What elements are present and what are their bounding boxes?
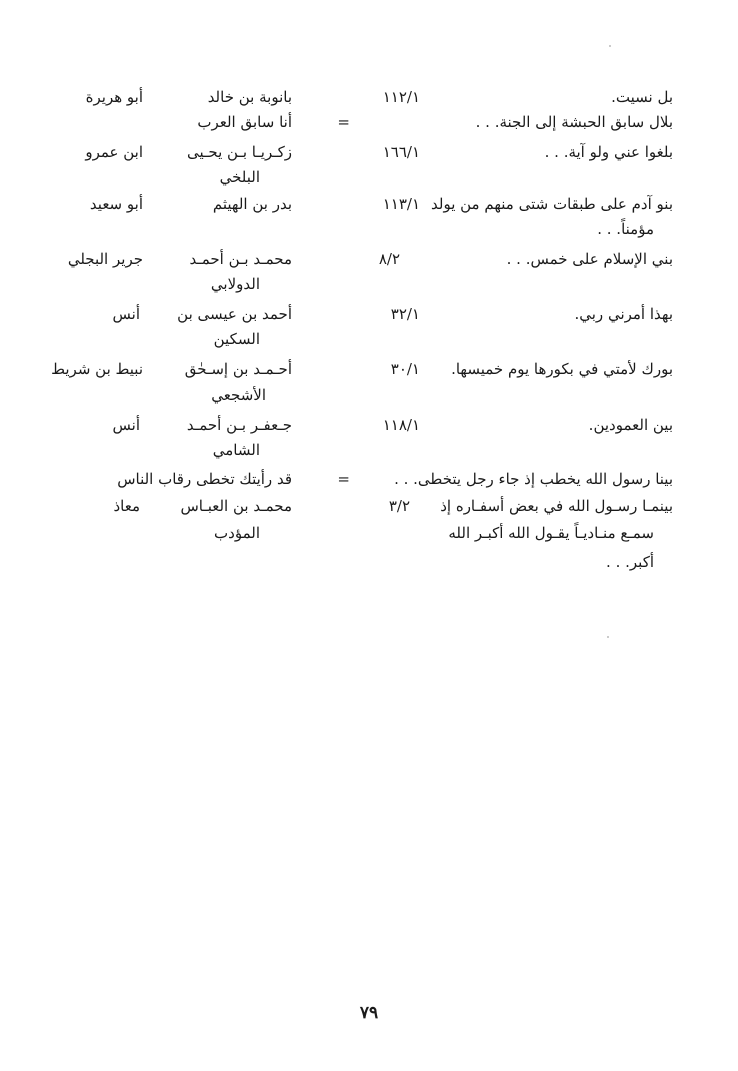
- scan-speck: [607, 636, 609, 638]
- equivalence-mark: =: [337, 470, 350, 488]
- cross-reference: أنا سابق العرب: [197, 113, 292, 131]
- narrator: محمـد بـن أحمـد: [189, 250, 292, 268]
- narrator-continuation: الشامي: [212, 441, 260, 459]
- hadith-text: بينمـا رسـول الله في بعض أسفـاره إذ: [440, 497, 673, 515]
- hadith-text: بني الإسلام على خمس. . .: [506, 250, 673, 268]
- narrator: بانوبة بن خالد: [207, 88, 292, 106]
- entry-row: [0, 140, 738, 161]
- companion: أنس: [112, 305, 140, 323]
- companion: نبيط بن شريط: [51, 360, 143, 378]
- hadith-text: بين العمودين.: [588, 416, 673, 434]
- reference: ٣٢/١: [390, 305, 420, 323]
- reference: ١١٨/١: [382, 416, 420, 434]
- hadith-continuation: سمـع منـاديـاً يقـول الله أكبـر الله: [448, 524, 654, 542]
- narrator: أحمد بن عيسى بن: [177, 305, 292, 323]
- narrator: بدر بن الهيثم: [212, 195, 292, 213]
- entry-row-continuation: [0, 438, 738, 459]
- entry-row-continuation: [0, 383, 738, 404]
- entry-row: [0, 247, 738, 268]
- entry-row-continuation: [0, 217, 738, 238]
- hadith-text: بلغوا عني ولو آية. . .: [544, 143, 673, 161]
- scan-speck: [609, 45, 611, 47]
- companion: أبو سعيد: [89, 195, 143, 213]
- reference: ٣٠/١: [390, 360, 420, 378]
- entry-row: [0, 467, 738, 488]
- companion: أبو هريرة: [85, 88, 143, 106]
- reference: ٨/٢: [378, 250, 400, 268]
- narrator-continuation: البلخي: [219, 168, 260, 186]
- hadith-text: بهذا أمرني ربي.: [574, 305, 673, 323]
- entry-row: [0, 110, 738, 131]
- reference: ١١٣/١: [382, 195, 420, 213]
- entry-row: [0, 192, 738, 213]
- reference: ١١٢/١: [382, 88, 420, 106]
- narrator: أحـمـد بن إسـحٰق: [184, 360, 292, 378]
- narrator-continuation: الأشجعي: [211, 386, 266, 404]
- entry-row-continuation: [0, 550, 738, 571]
- page-number: ٧٩: [359, 1003, 379, 1023]
- entry-row: [0, 302, 738, 323]
- hadith-text: بنو آدم على طبقات شتى منهم من يولد: [431, 195, 673, 213]
- narrator-continuation: الدولابي: [210, 275, 260, 293]
- narrator: جـعفـر بـن أحمـد: [186, 416, 292, 434]
- hadith-continuation: أكبر. . .: [606, 553, 654, 571]
- narrator-continuation: السكين: [213, 330, 260, 348]
- cross-reference: قد رأيتك تخطى رقاب الناس: [117, 470, 292, 488]
- companion: ابن عمرو: [85, 143, 143, 161]
- narrator: زكـريـا بـن يحـيى: [187, 143, 292, 161]
- companion: أنس: [112, 416, 140, 434]
- companion: جرير البجلي: [67, 250, 143, 268]
- entry-row: [0, 494, 738, 515]
- equivalence-mark: =: [337, 113, 350, 131]
- entry-row-continuation: [0, 327, 738, 348]
- reference: ١٦٦/١: [382, 143, 420, 161]
- hadith-text: بل نسيت.: [611, 88, 673, 106]
- reference: ٣/٢: [388, 497, 410, 515]
- hadith-text: بينا رسول الله يخطب إذ جاء رجل يتخطى. . .: [394, 470, 673, 488]
- companion: معاذ: [113, 497, 140, 515]
- entry-row: [0, 357, 738, 378]
- entry-row-continuation: [0, 521, 738, 542]
- entry-row: [0, 85, 738, 106]
- hadith-continuation: مؤمناً. . .: [597, 220, 654, 238]
- narrator-continuation: المؤدب: [214, 524, 260, 542]
- hadith-text: بلال سابق الحبشة إلى الجنة. . .: [475, 113, 673, 131]
- entry-row: [0, 413, 738, 434]
- entry-row-continuation: [0, 165, 738, 186]
- narrator: محمـد بن العبـاس: [180, 497, 292, 515]
- hadith-text: بورك لأمتي في بكورها يوم خميسها.: [451, 360, 673, 378]
- entry-row-continuation: [0, 272, 738, 293]
